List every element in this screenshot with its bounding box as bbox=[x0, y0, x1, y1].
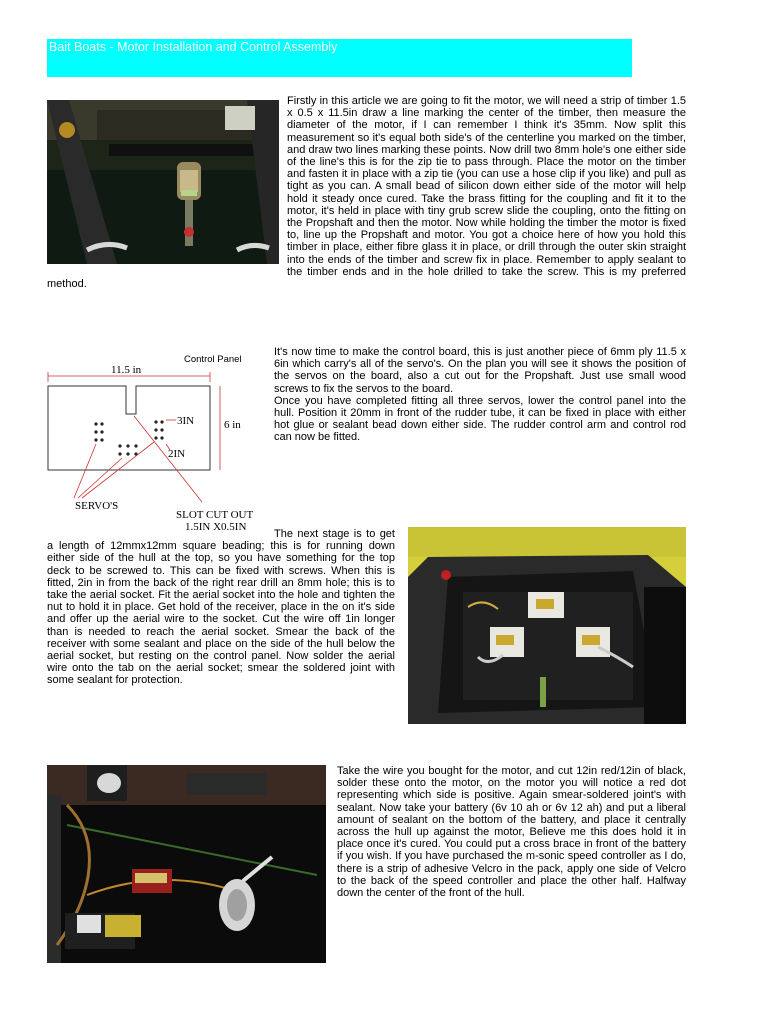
beading-text-block bbox=[47, 528, 395, 687]
paragraph-install-panel: Once you have completed fitting all three servos, lower the control panel into the hull. Position it 20mm in front of the rudder tube, it can be fixed in place with either hot glue or sealant bead down either side. The rudder control arm and control rod can now be fitted. bbox=[274, 394, 686, 444]
servo-panel-photo bbox=[408, 527, 686, 724]
paragraph-motor-fitting: Firstly in this article we are going to fit the motor, we will need a strip of timber 1.5 x 0.5 x 11.5in draw a line marking the center of the timber, then measure the diameter of the motor, if I can remember I think it's 35mm. Now split this measurement so it's equal both side's of the centerline you marked on the timber, and draw two lines marking these points. Now drill two 8mm hole's one either side of the line's this is for the zip tie to pass through. Place the motor on the timber and fasten it in place with a zip tie (you can use a hose clip if you like) and pull as tight as you can. A small bead of silicon down either side of the motor will help hold it steady once cured. Take the brass fitting for the coupling and fit it to the motor, it's held in place with tiny grub screw slide the coupling, onto the fitting on the Propshaft and then the motor. Now while holding the timber the motor is fixed to, line up the Propshaft and motor. You got a choice here of how you hold this timber in place, either fibre glass it in place, or drill through the outer skin straight into the ends of the timber and screw fix in place. Remember to apply sealant to the timber ends and in the hole drilled to take the screw. This is my preferred method. bbox=[47, 95, 686, 291]
wiring-photo bbox=[47, 765, 326, 963]
intro-text-block bbox=[47, 95, 686, 290]
diagram-2in-label: 2IN bbox=[168, 448, 186, 460]
wiring-text-block bbox=[337, 765, 686, 899]
page-title: Bait Boats - Motor Installation and Control Assembly bbox=[49, 40, 338, 54]
paragraph-wiring-battery: Take the wire you bought for the motor, and cut 12in red/12in of black, solder these onto the motor, on the motor you will notice a red dot representing which side is positive. Again smear-soldered joint's with sealant. Now take your battery (6v 10 ah or 6v 12 ah) and put a liberal amount of sealant on the bottom of the battery, and place it centrally across the hull up against the motor, Believe me this does hold it in place once it's cured. You could put a cross brace in front of the battery if you wish. If you have purchased the m-sonic speed controller as I do, there is a strip of adhesive Velcro in the pack, apply one side of Velcro to the back of the speed controller and place the other half. Halfway down the center of the front of the hull. bbox=[337, 765, 686, 900]
diagram-slot-size-label: 1.5IN X0.5IN bbox=[185, 521, 247, 533]
diagram-width-label: 11.5 in bbox=[111, 364, 142, 376]
diagram-slot-label: SLOT CUT OUT bbox=[176, 509, 254, 521]
control-panel-diagram bbox=[44, 346, 266, 536]
paragraph-beading-aerial: The next stage is to get a length of 12mmx12mm square beading; this is for running down either side of the hull at the top, so you have something for the top deck to be screwed to. This can be fixed with screws. When this is fitted, 2in in from the back of the right rear drill an 8mm hole; this is to take the aerial socket. Fit the aerial socket into the hole and tighten the nut to hold it in place. Get hold of the receiver, place in the on it's side and offer up the aerial wire to the socket. Cut the wire off 1in longer than is needed to reach the aerial socket. Smear the back of the receiver with some sealant and place on the side of the hull below the aerial socket, but resting on the control panel. Now solder the aerial wire onto the tab on the aerial socket; smear the soldered joint with some sealant for protection. bbox=[47, 528, 395, 687]
diagram-3in-label: 3IN bbox=[177, 415, 195, 427]
diagram-height-label: 6 in bbox=[224, 419, 241, 431]
paragraph-control-board: It's now time to make the control board, this is just another piece of 6mm ply 11.5 x 6in which carry's all of the servo's. On the plan you will see it shows the position of the servos on the board, also a cut out for the Propshaft. Just use small wood screws to fix the servos to the board. bbox=[274, 346, 686, 395]
diagram-heading: Control Panel bbox=[184, 354, 242, 365]
control-board-text-block bbox=[274, 346, 686, 444]
title-banner bbox=[47, 39, 632, 77]
diagram-servos-label: SERVO'S bbox=[75, 500, 119, 512]
